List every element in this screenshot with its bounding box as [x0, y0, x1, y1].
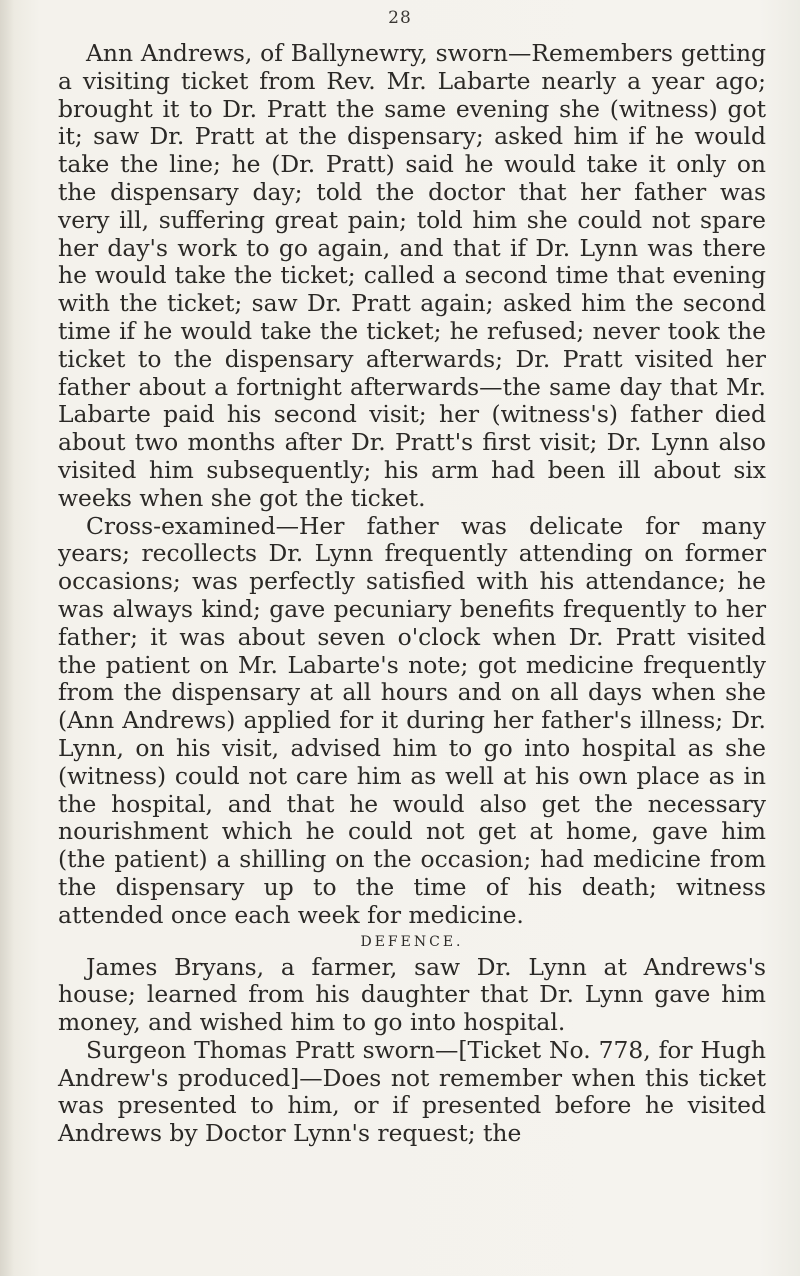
- cross-examination-paragraph: Cross-examined—Her father was delicate for many years; recollects Dr. Lynn frequently attending on former occasions; was perfectly satisfied with his attendance; he was always kind; gave pecuniary benefits frequently to her father; it was about seven o'clock when Dr. Pratt visited the patient on Mr. Labarte's note; got medicine frequently from the dispensary at all hours and on all days when she (Ann Andrews) applied for it during her father's illness; Dr. Lynn, on his visit, advised him to go into hospital as she (witness) could not care him as well at his own place as in the hospital, and that he would also get the necessary nourishment which he could not get at home, gave him (the patient) a shilling on the occasion; had medicine from the dispensary up to the time of his death; witness attended once each week for medicine.: [58, 511, 766, 929]
- page-number: 28: [388, 8, 412, 28]
- page-binding-edge: [0, 0, 14, 1276]
- testimony-paragraph: Ann Andrews, of Ballynewry, sworn—Remembers getting a visiting ticket from Rev. Mr. Labarte nearly a year ago; brought it to Dr. Pratt the same evening she (witness) got it; saw Dr. Pratt at the dispensary; asked him if he would take the line; he (Dr. Pratt) said he would take it only on the dispensary day; told the doctor that her father was very ill, suffering great pain; told him she could not spare her day's work to go again, and that if Dr. Lynn was there he would take the ticket; called a second time that evening with the ticket; saw Dr. Pratt again; asked him the second time if he would take the ticket; he refused; never took the ticket to the dispensary afterwards; Dr. Pratt visited her father about a fortnight afterwards—the same day that Mr. Labarte paid his second visit; her (witness's) father died about two months after Dr. Pratt's first visit; Dr. Lynn also visited him subsequently; his arm had been ill about six weeks when she got the ticket.: [58, 39, 766, 512]
- section-heading-defence: DEFENCE.: [360, 933, 464, 950]
- defence-paragraph: Surgeon Thomas Pratt sworn—[Ticket No. 778, for Hugh Andrew's produced]—Does not remember when this ticket was presented to him, or if presented before he visited Andrews by Doctor Lynn's request; the: [58, 1035, 766, 1148]
- body-text: [58, 40, 766, 1148]
- defence-paragraph: James Bryans, a farmer, saw Dr. Lynn at Andrews's house; learned from his daughter that Dr. Lynn gave him money, and wished him to go into hospital.: [58, 952, 766, 1037]
